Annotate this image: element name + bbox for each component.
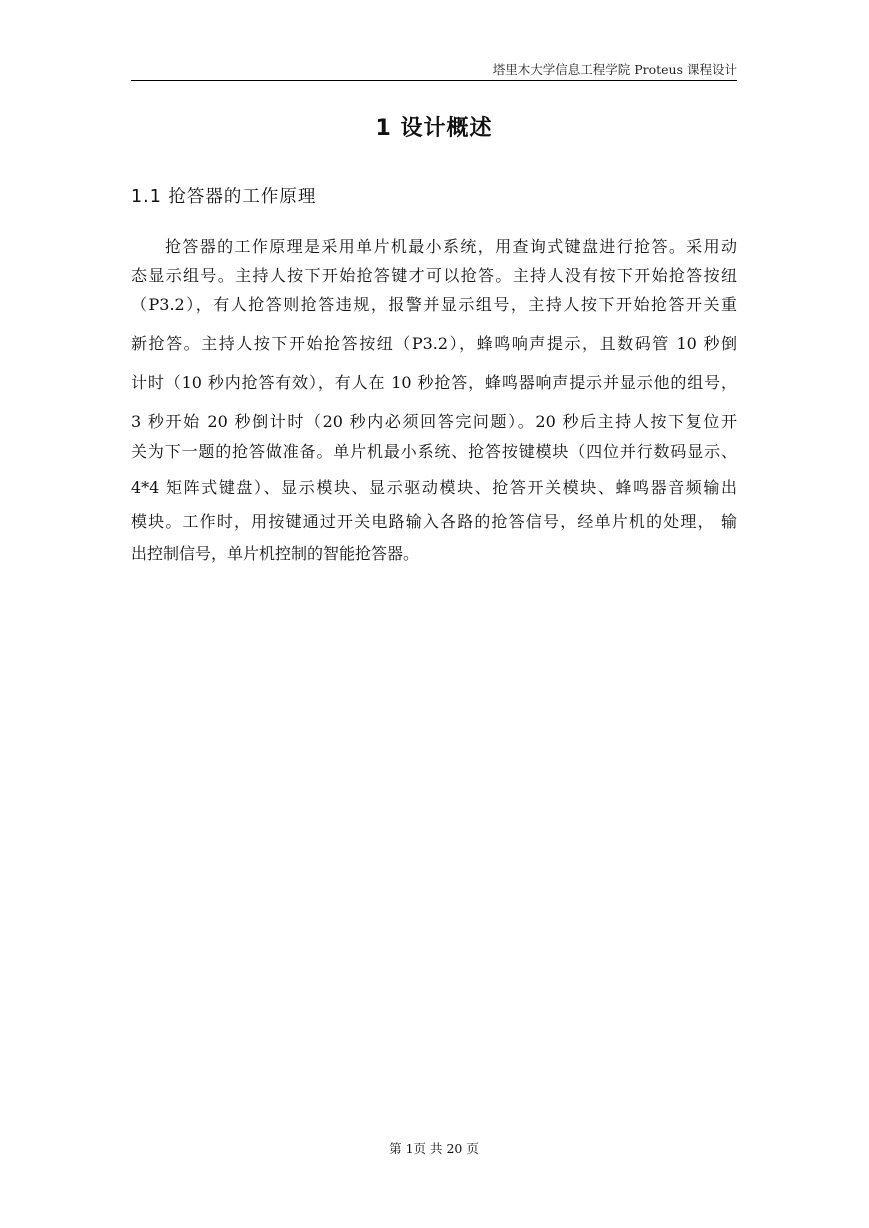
page-header: 塔里木大学信息工程学院 Proteus 课程设计: [492, 62, 737, 77]
paragraph-line: 模块。工作时，用按键通过开关电路输入各路的抢答信号，经单片机的处理， 输: [131, 512, 737, 531]
chapter-title: 1 设计概述: [375, 116, 493, 141]
paragraph-line: 关为下一题的抢答做准备。单片机最小系统、抢答按键模块（四位并行数码显示、: [131, 442, 737, 461]
paragraph-line: 新抢答。主持人按下开始抢答按纽（P3.2），蜂鸣响声提示，且数码管 10 秒倒: [131, 334, 737, 353]
paragraph-line: 出控制信号，单片机控制的智能抢答器。: [131, 544, 420, 563]
paragraph-line: 4*4 矩阵式键盘）、显示模块、显示驱动模块、抢答开关模块、蜂鸣器音频输出: [131, 478, 737, 497]
body-paragraph: [131, 232, 737, 568]
header-rule: [131, 80, 737, 81]
paragraph-line: 抢答器的工作原理是采用单片机最小系统，用查询式键盘进行抢答。采用动: [165, 237, 737, 256]
paragraph-line: 3 秒开始 20 秒倒计时（20 秒内必须回答完问题）。20 秒后主持人按下复位开: [131, 412, 737, 431]
paragraph-line: （P3.2），有人抢答则抢答违规，报警并显示组号，主持人按下开始抢答开关重: [131, 295, 737, 314]
page-footer: 第 1页 共 20 页: [389, 1141, 479, 1156]
paragraph-line: 态显示组号。主持人按下开始抢答键才可以抢答。主持人没有按下开始抢答按纽: [131, 266, 737, 285]
section-title: 1.1 抢答器的工作原理: [131, 187, 317, 207]
paragraph-line: 计时（10 秒内抢答有效），有人在 10 秒抢答，蜂鸣器响声提示并显示他的组号，: [131, 373, 737, 392]
